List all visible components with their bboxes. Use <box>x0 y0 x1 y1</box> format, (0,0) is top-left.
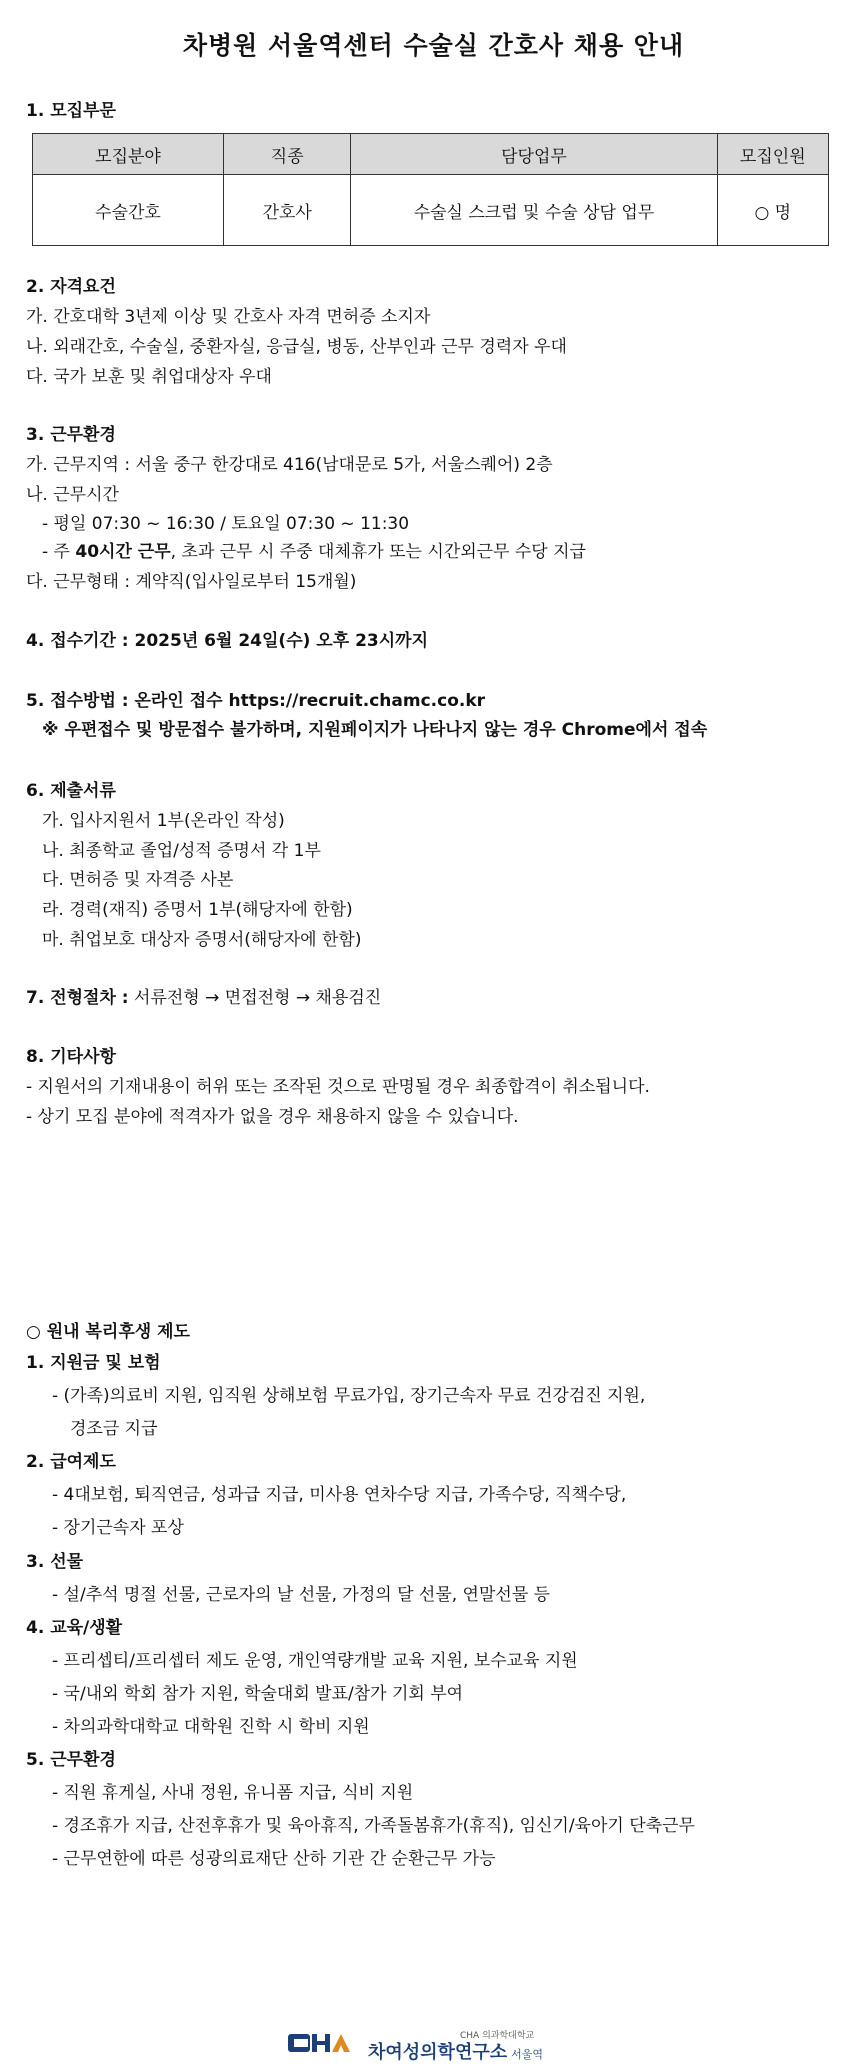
document-item: 라. 경력(재직) 증명서 1부(해당자에 한함) <box>42 900 353 920</box>
welfare-section-title: 4. 교육/생활 <box>26 1618 123 1638</box>
welfare-line: - (가족)의료비 지원, 임직원 상해보험 무료가입, 장기근속자 무료 건강검진 지원, <box>52 1386 646 1406</box>
document-item: 나. 최종학교 졸업/성적 증명서 각 1부 <box>42 841 321 861</box>
section-1-heading: 1. 모집부문 <box>26 101 116 121</box>
welfare-section-title: 1. 지원금 및 보험 <box>26 1353 161 1373</box>
welfare-line: - 국/내외 학회 참가 지원, 학술대회 발표/참가 기회 부여 <box>52 1684 464 1704</box>
welfare-line: - 4대보험, 퇴직연금, 성과급 지급, 미사용 연차수당 지급, 가족수당, 직책수당, <box>52 1485 627 1505</box>
weekly-hours-bold: 40시간 근무 <box>75 542 171 562</box>
welfare-line: - 설/추석 명절 선물, 근로자의 날 선물, 가정의 달 선물, 연말선물 등 <box>52 1585 551 1605</box>
welfare-line: - 근무연한에 따른 성광의료재단 산하 기관 간 순환근무 가능 <box>52 1849 496 1869</box>
table-header-row <box>33 134 829 175</box>
welfare-line: - 장기근속자 포상 <box>52 1518 184 1538</box>
cell-field: 수술간호 <box>33 175 224 246</box>
section-3-heading: 3. 근무환경 <box>26 425 116 445</box>
qualification-item: 나. 외래간호, 수술실, 중환자실, 응급실, 병동, 산부인과 근무 경력자 우대 <box>26 337 567 357</box>
welfare-line: - 프리셉티/프리셉터 제도 운영, 개인역량개발 교육 지원, 보수교육 지원 <box>52 1651 578 1671</box>
work-hours-detail: - 평일 07:30 ~ 16:30 / 토요일 07:30 ~ 11:30 <box>42 514 410 534</box>
welfare-section-title: 2. 급여제도 <box>26 1452 116 1472</box>
welfare-line: - 직원 휴게실, 사내 정원, 유니폼 지급, 식비 지원 <box>52 1783 414 1803</box>
page-title: 차병원 서울역센터 수술실 간호사 채용 안내 <box>182 31 685 60</box>
welfare-line: 경조금 지급 <box>70 1419 158 1439</box>
note-item: - 지원서의 기재내용이 허위 또는 조작된 것으로 판명될 경우 최종합격이 취소됩니다. <box>26 1077 650 1097</box>
note-item: - 상기 모집 분야에 적격자가 없을 경우 채용하지 않을 수 있습니다. <box>26 1107 519 1127</box>
application-period: 4. 접수기간 : 2025년 6월 24일(수) 오후 23시까지 <box>26 631 428 651</box>
welfare-section-title: 5. 근무환경 <box>26 1750 116 1770</box>
cell-duty: 수술실 스크럽 및 수술 상담 업무 <box>351 175 717 246</box>
work-type: 다. 근무형태 : 계약직(입사일로부터 15개월) <box>26 572 357 592</box>
col-header-duty: 담당업무 <box>351 134 717 175</box>
document-item: 마. 취업보호 대상자 증명서(해당자에 한함) <box>42 930 362 950</box>
qualification-item: 가. 간호대학 3년제 이상 및 간호사 자격 면허증 소지자 <box>26 307 431 327</box>
recruitment-table <box>32 133 829 246</box>
work-location: 가. 근무지역 : 서울 중구 한강대로 416(남대문로 5가, 서울스퀘어) 2층 <box>26 455 553 475</box>
welfare-line: - 경조휴가 지급, 산전후휴가 및 육아휴직, 가족돌봄휴가(휴직), 임신기/육아기 단축근무 <box>52 1816 695 1836</box>
application-method: 5. 접수방법 : 온라인 접수 https://recruit.chamc.co.kr <box>26 691 486 711</box>
welfare-heading: ○ 원내 복리후생 제도 <box>26 1322 190 1342</box>
selection-process-steps: 서류전형 → 면접전형 → 채용검진 <box>128 988 382 1008</box>
selection-process-label: 7. 전형절차 : <box>26 988 129 1008</box>
logo-institute-text <box>368 2038 543 2064</box>
cell-count: ○ 명 <box>717 175 828 246</box>
cell-job: 간호사 <box>224 175 351 246</box>
application-note: ※ 우편접수 및 방문접수 불가하며, 지원페이지가 나타나지 않는 경우 Chrome에서 접속 <box>42 720 708 740</box>
welfare-section-title: 3. 선물 <box>26 1552 84 1572</box>
selection-process <box>26 987 381 1009</box>
col-header-job: 직종 <box>224 134 351 175</box>
weekly-hours-prefix: - 주 <box>42 542 76 562</box>
table-row <box>33 175 829 246</box>
section-6-heading: 6. 제출서류 <box>26 781 116 801</box>
weekly-hours <box>42 541 586 563</box>
work-hours-label: 나. 근무시간 <box>26 485 119 505</box>
welfare-line: - 차의과학대학교 대학원 진학 시 학비 지원 <box>52 1717 370 1737</box>
cha-logo-icon <box>288 2030 354 2054</box>
logo-institute-name: 차여성의학연구소 <box>368 2042 508 2063</box>
qualification-item: 다. 국가 보훈 및 취업대상자 우대 <box>26 367 272 387</box>
footer-logo <box>288 2028 588 2063</box>
col-header-count: 모집인원 <box>717 134 828 175</box>
logo-university-text: CHA 의과학대학교 <box>460 2031 535 2041</box>
section-2-heading: 2. 자격요건 <box>26 277 116 297</box>
document-item: 다. 면허증 및 자격증 사본 <box>42 870 234 890</box>
col-header-field: 모집분야 <box>33 134 224 175</box>
section-8-heading: 8. 기타사항 <box>26 1047 116 1067</box>
logo-branch: 서울역 <box>511 2048 543 2061</box>
weekly-hours-suffix: , 초과 근무 시 주중 대체휴가 또는 시간외근무 수당 지급 <box>170 542 586 562</box>
document-item: 가. 입사지원서 1부(온라인 작성) <box>42 811 285 831</box>
